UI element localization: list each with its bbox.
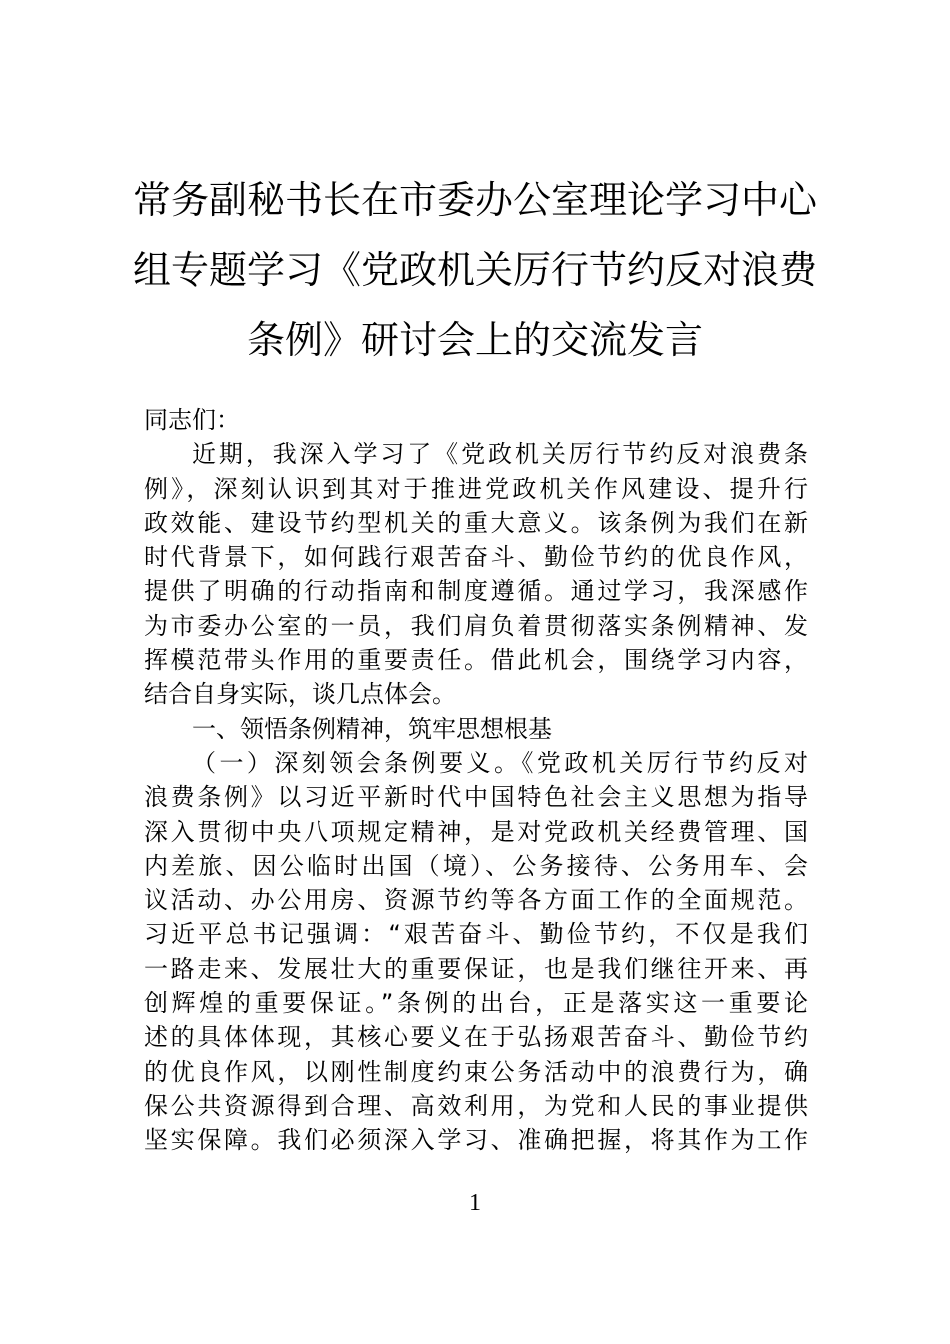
paragraph-line: 政效能、建设节约型机关的重大意义。该条例为我们在新: [144, 508, 808, 537]
document-body: [144, 403, 808, 1158]
document-title: [130, 165, 820, 375]
paragraph-line: （一）深刻领会条例要义。《党政机关厉行节约反对: [192, 748, 808, 777]
paragraph-line: 创辉煌的重要保证。”条例的出台，正是落实这一重要论: [144, 989, 808, 1018]
paragraph-line: 内差旅、因公临时出国（境）、公务接待、公务用车、会: [144, 851, 808, 880]
paragraph-line: 结合自身实际，谈几点体会。: [144, 680, 456, 709]
salutation: 同志们：: [144, 406, 240, 434]
paragraph-line: 的优良作风，以刚性制度约束公务活动中的浪费行为，确: [144, 1057, 808, 1086]
paragraph-line: 例》，深刻认识到其对于推进党政机关作风建设、提升行: [144, 474, 808, 503]
paragraph-line: 挥模范带头作用的重要责任。借此机会，围绕学习内容，: [144, 646, 808, 675]
paragraph-line: 坚实保障。我们必须深入学习、准确把握，将其作为工作: [144, 1126, 808, 1155]
paragraph-line: 深入贯彻中央八项规定精神，是对党政机关经费管理、国: [144, 817, 808, 846]
paragraph-line: 近期，我深入学习了《党政机关厉行节约反对浪费条: [192, 440, 808, 469]
paragraph-intro: [144, 437, 808, 711]
paragraph-line: 习近平总书记强调：“艰苦奋斗、勤俭节约，不仅是我们: [144, 920, 808, 949]
title-line: 组专题学习《党政机关厉行节约反对浪费: [132, 248, 817, 292]
paragraph-line: 浪费条例》以习近平新时代中国特色社会主义思想为指导: [144, 783, 808, 812]
paragraph-line: 保公共资源得到合理、高效利用，为党和人民的事业提供: [144, 1091, 808, 1120]
title-line: 条例》研讨会上的交流发言: [246, 318, 703, 362]
paragraph-line: 述的具体体现，其核心要义在于弘扬艰苦奋斗、勤俭节约: [144, 1023, 808, 1052]
paragraph-line: 提供了明确的行动指南和制度遵循。通过学习，我深感作: [144, 577, 808, 606]
paragraph-section-1-1: [144, 746, 808, 1158]
paragraph-line: 时代背景下，如何践行艰苦奋斗、勤俭节约的优良作风，: [144, 543, 808, 572]
paragraph-line: 一路走来、发展壮大的重要保证，也是我们继往开来、再: [144, 954, 808, 983]
paragraph-line: 议活动、办公用房、资源节约等各方面工作的全面规范。: [144, 886, 808, 915]
title-line: 常务副秘书长在市委办公室理论学习中心: [132, 178, 817, 222]
section-heading: 一、领悟条例精神，筑牢思想根基: [192, 714, 552, 743]
paragraph-line: 为市委办公室的一员，我们肩负着贯彻落实条例精神、发: [144, 611, 808, 640]
page-number: 1: [469, 1190, 481, 1216]
